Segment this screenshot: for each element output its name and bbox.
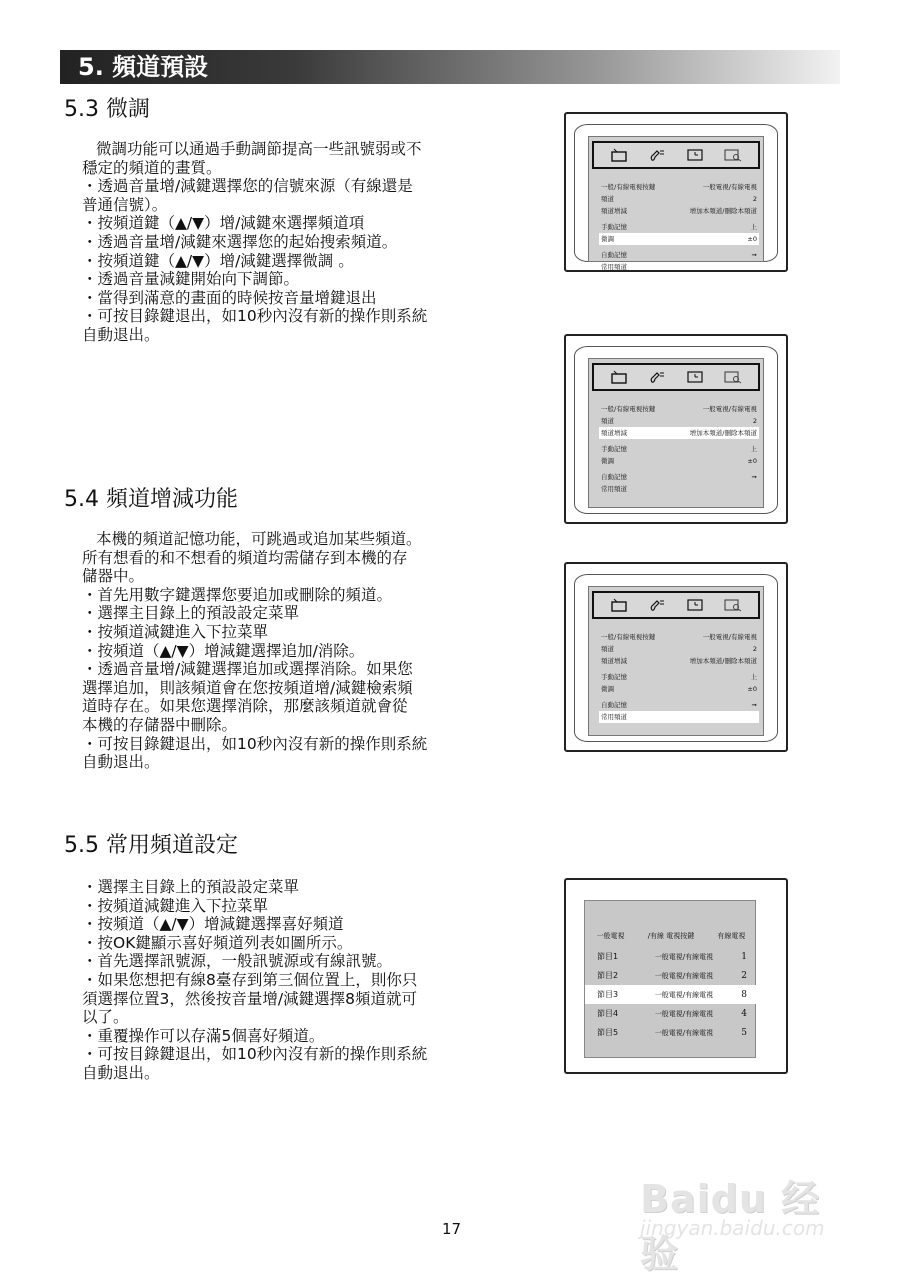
menu-row [599,181,759,193]
tv-menu-panel [588,136,764,271]
section-5-4-title: 5.4 頻道增減功能 [64,487,238,512]
section-5-5-title: 5.5 常用頻道設定 [64,833,238,858]
tv-icon [610,148,628,162]
clock-icon [686,598,704,612]
watermark-url: jingyan.baidu.com [640,1216,825,1240]
body-line: ・當得到滿意的畫面的時候按音量增鍵退出 [82,288,377,307]
body-line: 道時存在。如果您選擇消除，那麼該頻道就會從 [82,697,408,716]
favorite-list-row [585,1023,757,1042]
body-line: ・可按目錄鍵退出，如10秒內沒有新的操作則系統 [82,1045,428,1064]
body-line: 微調功能可以通過手動調節提高一些訊號弱或不 [96,140,422,158]
body-line: ・按頻道（▲/▼）增減鍵選擇喜好頻道 [82,915,344,934]
menu-row [599,671,759,683]
favorite-list-row [585,985,757,1004]
body-line: ・首先選擇訊號源，一般訊號源或有線訊號。 [82,952,393,971]
favorite-list-panel [584,900,756,1058]
search-screen-icon [724,148,742,162]
favorite-list-figure [564,878,788,1074]
favorite-channel-number: 2 [741,970,747,981]
menu-row-label: 一般/有線電視按鍵 [601,405,656,413]
menu-row [599,711,759,723]
baidu-watermark [640,1150,850,1276]
search-screen-icon [724,370,742,384]
menu-row [599,415,759,427]
tv-menu-panel [588,586,764,736]
menu-row-label: 手動記憶 [601,445,627,453]
favorite-slot-label: 節目1 [597,952,619,961]
menu-row-value: ➞ [751,251,757,259]
favorite-channel-number: 1 [741,951,747,962]
favorite-source-label: 一般電視/有線電視 [654,952,714,961]
body-line: ・按頻道鍵（▲/▼）增/減鍵選擇微調 。 [82,251,354,270]
favorite-source-label: 一般電視/有線電視 [654,971,714,980]
body-line: ・如果您想把有線8臺存到第三個位置上，則你只 [82,970,418,989]
menu-row-value: 上 [750,445,757,453]
favorite-source-label: 一般電視/有線電視 [654,1028,714,1037]
menu-row-label: 自動記憶 [601,473,627,481]
favorite-slot-label: 節目3 [597,990,619,999]
menu-row [599,193,759,205]
menu-icon-bar [592,141,760,169]
body-line: ・透過音量減鍵開始向下調節。 [82,270,300,289]
favorite-channel-number: 5 [741,1027,747,1038]
body-line: 本機的頻道記憶功能，可跳過或追加某些頻道。 [96,530,422,548]
favorite-list-rows [585,947,757,1042]
menu-icon-bar [592,591,760,619]
menu-row [599,427,759,439]
tv-icon [610,598,628,612]
menu-row [599,471,759,483]
section-5-5-body [82,878,487,1083]
menu-row-value: 上 [750,223,757,231]
menu-row-label: 頻道 [601,645,614,653]
menu-row-label: 一般/有線電視按鍵 [601,183,656,191]
menu-row-value: 2 [752,417,757,425]
menu-row-label: 頻道增減 [601,657,627,665]
menu-row-value: 上 [750,673,757,681]
body-line: ・首先用數字鍵選擇您要追加或刪除的頻道。 [82,585,393,604]
body-line: 普通信號）。 [82,195,168,214]
body-line: ・選擇主目錄上的預設設定菜單 [82,604,300,623]
menu-row-value: ➞ [751,473,757,481]
body-line: 自動退出。 [82,1063,160,1082]
menu-row-value: 一般電視/有線電視 [702,183,757,191]
menu-row-value: 一般電視/有線電視 [702,633,757,641]
menu-row [599,683,759,695]
menu-row-value: 增加本頻道/刪除本頻道 [689,207,757,215]
body-line: ・按頻道減鍵進入下拉菜單 [82,622,269,641]
body-line: ・按頻道鍵（▲/▼）增/減鍵來選擇頻道項 [82,214,365,233]
body-line: ・按OK鍵顯示喜好頻道列表如圖所示。 [82,933,353,952]
favorite-header-cable: 有線電視 [717,932,746,940]
menu-row-label: 手動記憶 [601,673,627,681]
menu-row [599,643,759,655]
body-line: 選擇追加，則該頻道會在您按頻道增/減鍵檢索頻 [82,678,413,697]
menu-row [599,233,759,245]
menu-rows [599,181,759,273]
menu-row-label: 手動記憶 [601,223,627,231]
favorite-source-label: 一般電視/有線電視 [654,1009,714,1018]
menu-row-label: 頻道 [601,417,614,425]
body-line: 穩定的頻道的畫質。 [82,158,222,177]
menu-row-label: 常用頻道 [601,713,627,721]
menu-row-label: 常用頻道 [601,263,627,271]
menu-row-label: 自動記憶 [601,251,627,259]
tv-menu-figure-fine-tune [564,112,788,272]
menu-rows [599,631,759,723]
tv-menu-figure-favorite-channel [564,562,788,752]
body-line: 須選擇位置3，然後按音量增/減鍵選擇8頻道就可 [82,989,417,1008]
menu-row-value: 增加本頻道/刪除本頻道 [689,429,757,437]
menu-row [599,699,759,711]
body-line: 本機的存儲器中刪除。 [82,715,238,734]
tv-menu-figure-channel-add-remove [564,334,788,524]
body-line: ・透過音量增/減鍵選擇追加或選擇消除。如果您 [82,660,413,679]
guitar-icon [648,148,666,162]
chapter-title: 5. 頻道預設 [78,53,209,81]
tv-icon [610,370,628,384]
menu-row-label: 一般/有線電視按鍵 [601,633,656,641]
body-line: 自動退出。 [82,325,160,344]
menu-row-label: 頻道增減 [601,207,627,215]
menu-row-label: 自動記憶 [601,701,627,709]
menu-row [599,655,759,667]
search-screen-icon [724,598,742,612]
menu-row-label: 微調 [601,457,614,465]
clock-icon [686,148,704,162]
body-line: ・選擇主目錄上的預設設定菜單 [82,878,300,896]
body-line: ・按頻道（▲/▼）增減鍵選擇追加/消除。 [82,641,365,660]
body-line: 自動退出。 [82,753,160,772]
menu-row-label: 常用頻道 [601,485,627,493]
favorite-channel-number: 8 [741,989,747,1000]
body-line: ・按頻道減鍵進入下拉菜單 [82,896,269,915]
favorite-list-header [585,931,757,941]
tv-menu-panel [588,358,764,508]
favorite-header-normal: 一般電視 [596,932,625,940]
favorite-list-row [585,1004,757,1023]
menu-row [599,483,759,495]
menu-row-value: ➞ [751,701,757,709]
menu-row-value: 一般電視/有線電視 [702,405,757,413]
body-line: ・透過音量增/減鍵來選擇您的起始搜索頻道。 [82,232,398,251]
menu-row [599,443,759,455]
menu-row-value: 2 [752,645,757,653]
body-line: 所有想看的和不想看的頻道均需儲存到本機的存 [82,548,408,567]
menu-row-value: ±0 [747,685,757,693]
clock-icon [686,370,704,384]
menu-row-value: 2 [752,195,757,203]
favorite-slot-label: 節目5 [597,1028,619,1037]
menu-rows [599,403,759,495]
favorite-slot-label: 節目4 [597,1009,619,1018]
section-5-4-body [82,530,487,772]
menu-row-label: 頻道增減 [601,429,627,437]
favorite-source-label: 一般電視/有線電視 [654,990,714,999]
menu-row [599,205,759,217]
menu-row [599,455,759,467]
menu-row [599,221,759,233]
favorite-list-row [585,947,757,966]
guitar-icon [648,370,666,384]
watermark-logo: Baidu 经验 [640,1177,821,1276]
menu-row [599,403,759,415]
body-line: ・可按目錄鍵退出，如10秒內沒有新的操作則系統 [82,307,428,326]
section-5-3-title: 5.3 微調 [64,97,150,122]
favorite-list-row [585,966,757,985]
favorite-channel-number: 4 [741,1008,747,1019]
favorite-slot-label: 節目2 [597,971,619,980]
menu-icon-bar [592,363,760,391]
menu-row-label: 微調 [601,235,614,243]
menu-row-value: ±0 [747,235,757,243]
body-line: 儲器中。 [82,567,145,586]
favorite-header-key: /有線 電視按鍵 [647,932,695,940]
menu-row-label: 微調 [601,685,614,693]
section-5-3-body [82,140,487,345]
body-line: ・透過音量增/減鍵選擇您的信號來源（有線還是 [82,177,413,196]
guitar-icon [648,598,666,612]
body-line: ・重覆操作可以存滿5個喜好頻道。 [82,1026,325,1045]
menu-row-value: ±0 [747,457,757,465]
menu-row [599,631,759,643]
menu-row-value: 增加本頻道/刪除本頻道 [689,657,757,665]
body-line: 以了。 [82,1008,129,1027]
page-number: 17 [442,1220,462,1238]
menu-row [599,249,759,261]
body-line: ・可按目錄鍵退出，如10秒內沒有新的操作則系統 [82,734,428,753]
menu-row [599,261,759,273]
menu-row-label: 頻道 [601,195,614,203]
